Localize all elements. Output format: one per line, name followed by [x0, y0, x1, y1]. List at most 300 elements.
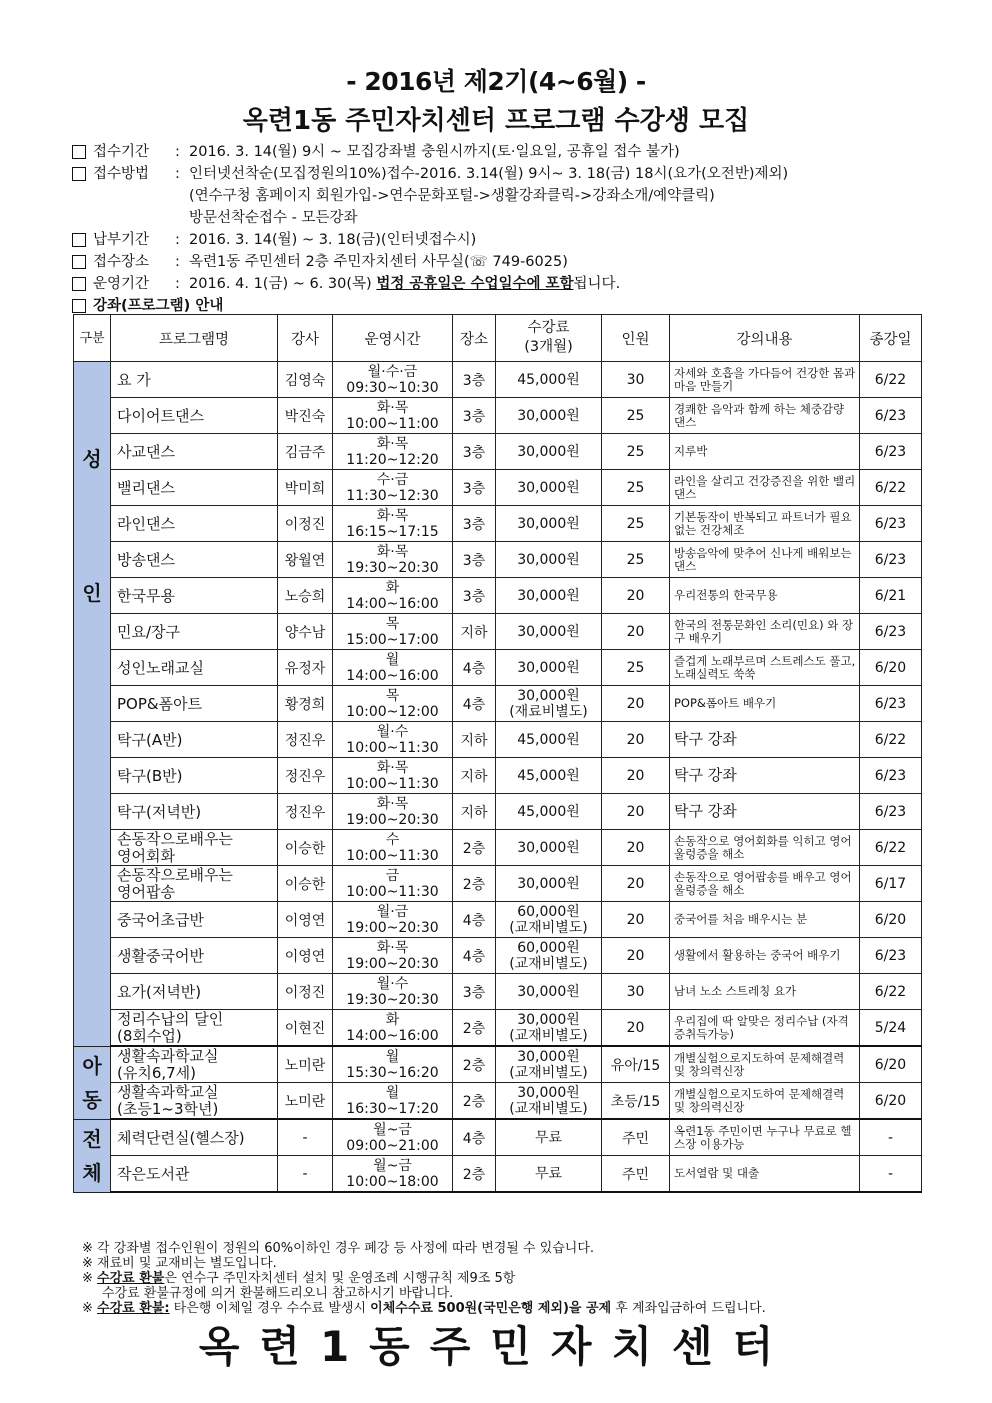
capacity-cell: 30 — [602, 362, 670, 398]
place-cell: 2층 — [453, 1046, 496, 1083]
program-name — [111, 542, 278, 578]
content-cell: 개별실험으로지도하여 문제해결력 및 창의력신장 — [670, 1046, 860, 1083]
category-label: 동 — [82, 1087, 102, 1112]
schedule-time: 19:00~20:30 — [346, 919, 439, 936]
fee-cell — [496, 614, 602, 650]
fee-amount: 45,000원 — [517, 803, 580, 820]
fee-cell — [496, 1156, 602, 1193]
program-name — [111, 1156, 278, 1193]
content-cell: 탁구 강좌 — [670, 794, 860, 830]
fee-cell — [496, 1119, 602, 1156]
content-cell: POP&폼아트 배우기 — [670, 686, 860, 722]
content-cell: 한국의 전통문화인 소리(민요) 와 장구 배우기 — [670, 614, 860, 650]
note-1: ※ 각 강좌별 접수인원이 정원의 60%이하인 경우 폐강 등 사정에 따라 변경될 수 있습니다. — [82, 1241, 595, 1256]
fee-cell — [496, 938, 602, 974]
program-name — [111, 686, 278, 722]
place-cell: 3층 — [453, 506, 496, 542]
schedule-cell — [333, 686, 453, 722]
fee-cell — [496, 578, 602, 614]
schedule-time: 19:00~20:30 — [346, 955, 439, 972]
fee-amount: 30,000원 — [517, 687, 580, 704]
table-row — [74, 794, 922, 830]
program-name — [111, 794, 278, 830]
capacity-cell: 20 — [602, 830, 670, 866]
program-name — [111, 362, 278, 398]
notes-section — [82, 1241, 942, 1316]
instructor-cell: 박진숙 — [278, 398, 333, 434]
fee-amount: 60,000원 — [517, 939, 580, 956]
category-cell-2 — [74, 1119, 111, 1192]
table-row — [74, 362, 922, 398]
schedule-time: 14:00~16:00 — [346, 667, 439, 684]
schedule-time: 14:00~16:00 — [346, 595, 439, 612]
fee-amount: 30,000원 — [517, 875, 580, 892]
content-cell: 손동작으로 영어회화를 익히고 영어울렁증을 해소 — [670, 830, 860, 866]
instructor-cell: 노미란 — [278, 1083, 333, 1120]
info-reception-place: 접수장소 : 옥련1동 주민센터 2층 주민자치센터 사무실(☏ 749-6025) — [72, 251, 932, 273]
schedule-days: 월 — [385, 651, 400, 668]
program-name-line1: 탁구(A반) — [117, 730, 183, 749]
end-date-cell: 6/23 — [860, 542, 922, 578]
program-name-line1: 요가(저녁반) — [117, 982, 202, 1001]
instructor-cell: 이현진 — [278, 1010, 333, 1047]
info-section — [72, 141, 932, 317]
content-cell: 지루박 — [670, 434, 860, 470]
schedule-time: 11:20~12:20 — [346, 451, 439, 468]
header-place: 장소 — [453, 315, 496, 362]
fee-cell — [496, 974, 602, 1010]
info-reception-method-line3: 방문선착순접수 - 모든강좌 — [189, 210, 358, 226]
schedule-days: 화·목 — [376, 939, 409, 956]
checkbox-icon — [72, 145, 86, 159]
end-date-cell: 5/24 — [860, 1010, 922, 1047]
end-date-cell: 6/23 — [860, 434, 922, 470]
content-cell: 남녀 노소 스트레칭 요가 — [670, 974, 860, 1010]
schedule-cell — [333, 974, 453, 1010]
fee-amount: 30,000원 — [517, 839, 580, 856]
program-name — [111, 902, 278, 938]
table-row — [74, 506, 922, 542]
fee-cell — [496, 686, 602, 722]
schedule-time: 15:00~17:00 — [346, 631, 439, 648]
schedule-time: 19:30~20:30 — [346, 559, 439, 576]
program-name-line1: 작은도서관 — [117, 1164, 190, 1183]
program-name-line1: 정리수납의 달인 — [117, 1009, 224, 1028]
program-name-line1: 라인댄스 — [117, 514, 175, 533]
program-name-line1: 방송댄스 — [117, 550, 175, 569]
program-name-line1: 탁구(저녁반) — [117, 802, 202, 821]
instructor-cell: 정진우 — [278, 794, 333, 830]
end-date-cell: 6/23 — [860, 758, 922, 794]
schedule-cell — [333, 1083, 453, 1120]
category-label: 체 — [82, 1160, 102, 1185]
program-name — [111, 866, 278, 902]
program-name — [111, 434, 278, 470]
capacity-cell: 20 — [602, 578, 670, 614]
holiday-notice: 법정 공휴일은 수업일수에 포함 — [376, 276, 574, 292]
place-cell: 지하 — [453, 794, 496, 830]
fee-amount: 30,000원 — [517, 1048, 580, 1065]
program-name-line1: POP&폼아트 — [117, 694, 203, 713]
end-date-cell: 6/23 — [860, 506, 922, 542]
table-row — [74, 938, 922, 974]
instructor-cell: 이승한 — [278, 866, 333, 902]
capacity-cell: 20 — [602, 794, 670, 830]
table-row — [74, 1010, 922, 1047]
program-name-line1: 생활속과학교실 — [117, 1046, 219, 1065]
schedule-cell — [333, 578, 453, 614]
table-row — [74, 866, 922, 902]
instructor-cell: 왕월연 — [278, 542, 333, 578]
schedule-cell — [333, 434, 453, 470]
fee-cell — [496, 722, 602, 758]
program-name — [111, 722, 278, 758]
schedule-time: 14:00~16:00 — [346, 1027, 439, 1044]
place-cell: 지하 — [453, 758, 496, 794]
schedule-time: 09:30~10:30 — [346, 379, 439, 396]
schedule-cell — [333, 506, 453, 542]
capacity-cell: 20 — [602, 686, 670, 722]
fee-note: (교재비별도) — [509, 955, 588, 972]
program-name-line1: 요 가 — [117, 370, 151, 389]
note-2: ※ 재료비 및 교재비는 별도입니다. — [82, 1256, 277, 1271]
table-row — [74, 650, 922, 686]
fee-amount: 30,000원 — [517, 1084, 580, 1101]
instructor-cell: 정진우 — [278, 722, 333, 758]
fee-amount: 60,000원 — [517, 903, 580, 920]
table-row — [74, 1083, 922, 1120]
place-cell: 3층 — [453, 434, 496, 470]
schedule-time: 10:00~11:30 — [346, 739, 439, 756]
content-cell: 우리집에 딱 알맞은 정리수납 (자격증취득가능) — [670, 1010, 860, 1047]
program-name — [111, 578, 278, 614]
table-row — [74, 902, 922, 938]
schedule-days: 화·목 — [376, 795, 409, 812]
fee-amount: 무료 — [534, 1165, 563, 1182]
category-cell-1 — [74, 1046, 111, 1119]
fee-cell — [496, 830, 602, 866]
checkbox-icon — [72, 299, 86, 313]
content-cell: 즐겁게 노래부르며 스트레스도 풀고,노래실력도 쑥쑥 — [670, 650, 860, 686]
program-name — [111, 1119, 278, 1156]
place-cell: 3층 — [453, 542, 496, 578]
program-name — [111, 614, 278, 650]
instructor-cell: 이정진 — [278, 506, 333, 542]
schedule-time: 09:00~21:00 — [346, 1137, 439, 1154]
content-cell: 생활에서 활용하는 중국어 배우기 — [670, 938, 860, 974]
schedule-days: 월·수 — [376, 723, 409, 740]
fee-amount: 30,000원 — [517, 551, 580, 568]
capacity-cell: 초등/15 — [602, 1083, 670, 1120]
schedule-cell — [333, 470, 453, 506]
program-name — [111, 758, 278, 794]
schedule-cell — [333, 398, 453, 434]
schedule-time: 10:00~11:00 — [346, 415, 439, 432]
content-cell: 기본동작이 반복되고 파트너가 필요없는 건강체조 — [670, 506, 860, 542]
fee-cell — [496, 398, 602, 434]
table-row — [74, 758, 922, 794]
header-instructor: 강사 — [278, 315, 333, 362]
schedule-days: 화·목 — [376, 507, 409, 524]
capacity-cell: 25 — [602, 434, 670, 470]
fee-cell — [496, 1083, 602, 1120]
place-cell: 4층 — [453, 902, 496, 938]
schedule-days: 월·수 — [376, 975, 409, 992]
end-date-cell: 6/22 — [860, 722, 922, 758]
note-5: ※ 수강료 환불: 타은행 이체일 경우 수수료 발생시 이체수수료 500원(국민은행 제외)을 공제 후 계좌입금하여 드립니다. — [82, 1301, 766, 1316]
end-date-cell: 6/20 — [860, 1046, 922, 1083]
schedule-cell — [333, 362, 453, 398]
table-row — [74, 1119, 922, 1156]
place-cell: 2층 — [453, 1083, 496, 1120]
schedule-time: 16:30~17:20 — [346, 1100, 439, 1117]
schedule-time: 10:00~18:00 — [346, 1173, 439, 1190]
checkbox-icon — [72, 255, 86, 269]
schedule-days: 화·목 — [376, 399, 409, 416]
schedule-time: 19:30~20:30 — [346, 991, 439, 1008]
schedule-cell — [333, 866, 453, 902]
instructor-cell: 노승희 — [278, 578, 333, 614]
end-date-cell: 6/22 — [860, 974, 922, 1010]
fee-note: (교재비별도) — [509, 1064, 588, 1081]
info-program-guide: 강좌(프로그램) 안내 — [72, 295, 932, 317]
content-cell: 자세와 호흡을 가다듬어 건강한 몸과 마음 만들기 — [670, 362, 860, 398]
end-date-cell: - — [860, 1156, 922, 1193]
schedule-time: 19:00~20:30 — [346, 811, 439, 828]
program-name-line2: 영어팝송 — [117, 882, 175, 901]
category-label: 전 — [82, 1126, 102, 1151]
schedule-cell — [333, 614, 453, 650]
fee-note: (교재비별도) — [509, 1100, 588, 1117]
instructor-cell: 정진우 — [278, 758, 333, 794]
content-cell: 방송음악에 맞추어 신나게 배워보는 댄스 — [670, 542, 860, 578]
schedule-days: 목 — [385, 687, 400, 704]
instructor-cell: 이정진 — [278, 974, 333, 1010]
content-cell: 옥련1동 주민이면 누구나 무료로 헬스장 이용가능 — [670, 1119, 860, 1156]
table-row — [74, 434, 922, 470]
instructor-cell: 이영연 — [278, 938, 333, 974]
program-name-line1: 한국무용 — [117, 586, 175, 605]
schedule-days: 화·목 — [376, 543, 409, 560]
program-name-line2: (유치6,7세) — [117, 1063, 197, 1082]
end-date-cell: 6/23 — [860, 686, 922, 722]
fee-amount: 30,000원 — [517, 587, 580, 604]
header-fee: 수강료 (3개월) — [496, 315, 602, 362]
fee-amount: 30,000원 — [517, 515, 580, 532]
capacity-cell: 20 — [602, 938, 670, 974]
header-capacity: 인원 — [602, 315, 670, 362]
schedule-days: 월~금 — [373, 1157, 412, 1174]
schedule-days: 월~금 — [373, 1121, 412, 1138]
capacity-cell: 20 — [602, 614, 670, 650]
schedule-days: 화·목 — [376, 759, 409, 776]
capacity-cell: 유아/15 — [602, 1046, 670, 1083]
program-name — [111, 974, 278, 1010]
schedule-days: 월 — [385, 1084, 400, 1101]
content-cell: 경쾌한 음악과 함께 하는 체중감량 댄스 — [670, 398, 860, 434]
fee-amount: 무료 — [534, 1129, 563, 1146]
instructor-cell: 김금주 — [278, 434, 333, 470]
capacity-cell: 25 — [602, 542, 670, 578]
checkbox-icon — [72, 167, 86, 181]
header-content: 강의내용 — [670, 315, 860, 362]
instructor-cell: 이승한 — [278, 830, 333, 866]
instructor-cell: - — [278, 1156, 333, 1193]
program-name-line2: 영어회화 — [117, 846, 175, 865]
info-operation-period: 운영기간 : 2016. 4. 1(금) ~ 6. 30(목) 법정 공휴일은 수업일수에 포함 됩니다. — [72, 273, 932, 295]
table-row — [74, 830, 922, 866]
fee-cell — [496, 758, 602, 794]
schedule-days: 수 — [385, 831, 400, 848]
schedule-time: 10:00~11:30 — [346, 883, 439, 900]
end-date-cell: 6/17 — [860, 866, 922, 902]
place-cell: 3층 — [453, 398, 496, 434]
info-payment-period: 납부기간 : 2016. 3. 14(월) ~ 3. 18(금)(인터넷접수시) — [72, 229, 932, 251]
place-cell: 지하 — [453, 614, 496, 650]
fee-cell — [496, 542, 602, 578]
table-row — [74, 578, 922, 614]
table-row — [74, 1046, 922, 1083]
instructor-cell: 박미희 — [278, 470, 333, 506]
fee-cell — [496, 794, 602, 830]
program-name-line1: 생활중국어반 — [117, 946, 204, 965]
program-name-line2: (8회수업) — [117, 1026, 182, 1045]
program-name-line1: 체력단련실(헬스장) — [117, 1128, 245, 1147]
fee-amount: 30,000원 — [517, 983, 580, 1000]
schedule-days: 월 — [385, 1048, 400, 1065]
content-cell: 중국어를 처음 배우시는 분 — [670, 902, 860, 938]
note-3: ※ 수강료 환불은 연수구 주민자치센터 설치 및 운영조례 시행규칙 제9조 5항 — [82, 1271, 516, 1286]
schedule-cell — [333, 902, 453, 938]
schedule-cell — [333, 650, 453, 686]
capacity-cell: 20 — [602, 758, 670, 794]
end-date-cell: 6/22 — [860, 362, 922, 398]
place-cell: 2층 — [453, 1156, 496, 1193]
category-label: 아 — [82, 1053, 102, 1078]
program-name — [111, 1046, 278, 1083]
table-row — [74, 974, 922, 1010]
instructor-cell: 유정자 — [278, 650, 333, 686]
info-reception-method-line2: (연수구청 홈페이지 회원가입->연수문화포털->생활강좌클릭->강좌소개/예약클릭) — [189, 188, 715, 204]
fee-cell — [496, 1010, 602, 1047]
content-cell: 도서열람 및 대출 — [670, 1156, 860, 1193]
program-name-line1: 탁구(B반) — [117, 766, 183, 785]
fee-cell — [496, 1046, 602, 1083]
schedule-days: 화·목 — [376, 435, 409, 452]
schedule-cell — [333, 758, 453, 794]
content-cell: 손동작으로 영어팝송를 배우고 영어울렁증을 해소 — [670, 866, 860, 902]
fee-amount: 30,000원 — [517, 623, 580, 640]
capacity-cell: 주민 — [602, 1156, 670, 1193]
schedule-cell — [333, 1046, 453, 1083]
fee-amount: 45,000원 — [517, 767, 580, 784]
program-name-line1: 사교댄스 — [117, 442, 175, 461]
capacity-cell: 주민 — [602, 1119, 670, 1156]
footer-organization: 옥련1동주민자치센터 — [198, 1322, 794, 1371]
end-date-cell: 6/23 — [860, 938, 922, 974]
place-cell: 3층 — [453, 974, 496, 1010]
header-schedule: 운영시간 — [333, 315, 453, 362]
content-cell: 개별실험으로지도하여 문제해결력 및 창의력신장 — [670, 1083, 860, 1120]
header-end-date: 종강일 — [860, 315, 922, 362]
program-name-line1: 중국어초급반 — [117, 910, 204, 929]
capacity-cell: 20 — [602, 866, 670, 902]
content-cell: 우리전통의 한국무용 — [670, 578, 860, 614]
end-date-cell: 6/23 — [860, 794, 922, 830]
schedule-time: 16:15~17:15 — [346, 523, 439, 540]
table-row — [74, 542, 922, 578]
place-cell: 4층 — [453, 1119, 496, 1156]
table-header — [74, 315, 922, 362]
program-name-line1: 밸리댄스 — [117, 478, 175, 497]
end-date-cell: 6/20 — [860, 650, 922, 686]
fee-amount: 30,000원 — [517, 479, 580, 496]
capacity-cell: 20 — [602, 722, 670, 758]
program-name — [111, 1083, 278, 1120]
program-name-line1: 손동작으로배우는 — [117, 865, 233, 884]
schedule-days: 목 — [385, 615, 400, 632]
place-cell: 2층 — [453, 1010, 496, 1047]
fee-note: (재료비별도) — [509, 703, 588, 720]
schedule-cell — [333, 794, 453, 830]
table-row — [74, 1156, 922, 1193]
instructor-cell: 이영연 — [278, 902, 333, 938]
fee-cell — [496, 362, 602, 398]
schedule-cell — [333, 722, 453, 758]
header-program: 프로그램명 — [111, 315, 278, 362]
schedule-cell — [333, 938, 453, 974]
fee-cell — [496, 650, 602, 686]
fee-amount: 45,000원 — [517, 731, 580, 748]
fee-amount: 30,000원 — [517, 1011, 580, 1028]
page-title: 옥련1동 주민자치센터 프로그램 수강생 모집 — [242, 106, 750, 136]
program-name — [111, 506, 278, 542]
schedule-days: 금 — [385, 867, 400, 884]
content-cell: 라인을 살리고 건강증진을 위한 밸리댄스 — [670, 470, 860, 506]
program-name-line1: 손동작으로배우는 — [117, 829, 233, 848]
instructor-cell: 황경희 — [278, 686, 333, 722]
schedule-time: 10:00~11:30 — [346, 847, 439, 864]
capacity-cell: 20 — [602, 1010, 670, 1047]
fee-amount: 30,000원 — [517, 407, 580, 424]
capacity-cell: 25 — [602, 506, 670, 542]
fee-amount: 30,000원 — [517, 659, 580, 676]
place-cell: 지하 — [453, 722, 496, 758]
table-body — [74, 362, 922, 1193]
schedule-time: 10:00~12:00 — [346, 703, 439, 720]
category-label: 성 — [82, 447, 102, 471]
schedule-days: 월·금 — [376, 903, 409, 920]
title-period: - 2016년 제2기(4~6월) - — [346, 67, 646, 96]
schedule-cell — [333, 1010, 453, 1047]
place-cell: 2층 — [453, 866, 496, 902]
program-name-line2: (초등1~3학년) — [117, 1099, 219, 1118]
instructor-cell: - — [278, 1119, 333, 1156]
category-cell-0 — [74, 362, 111, 1047]
program-table — [73, 314, 922, 1193]
end-date-cell: 6/22 — [860, 830, 922, 866]
fee-cell — [496, 506, 602, 542]
table-row — [74, 722, 922, 758]
table-row — [74, 686, 922, 722]
fee-note: (교재비별도) — [509, 1027, 588, 1044]
end-date-cell: 6/20 — [860, 902, 922, 938]
schedule-cell — [333, 830, 453, 866]
program-name-line1: 민요/장구 — [117, 622, 181, 641]
table-row — [74, 614, 922, 650]
table-row — [74, 470, 922, 506]
end-date-cell: 6/23 — [860, 398, 922, 434]
